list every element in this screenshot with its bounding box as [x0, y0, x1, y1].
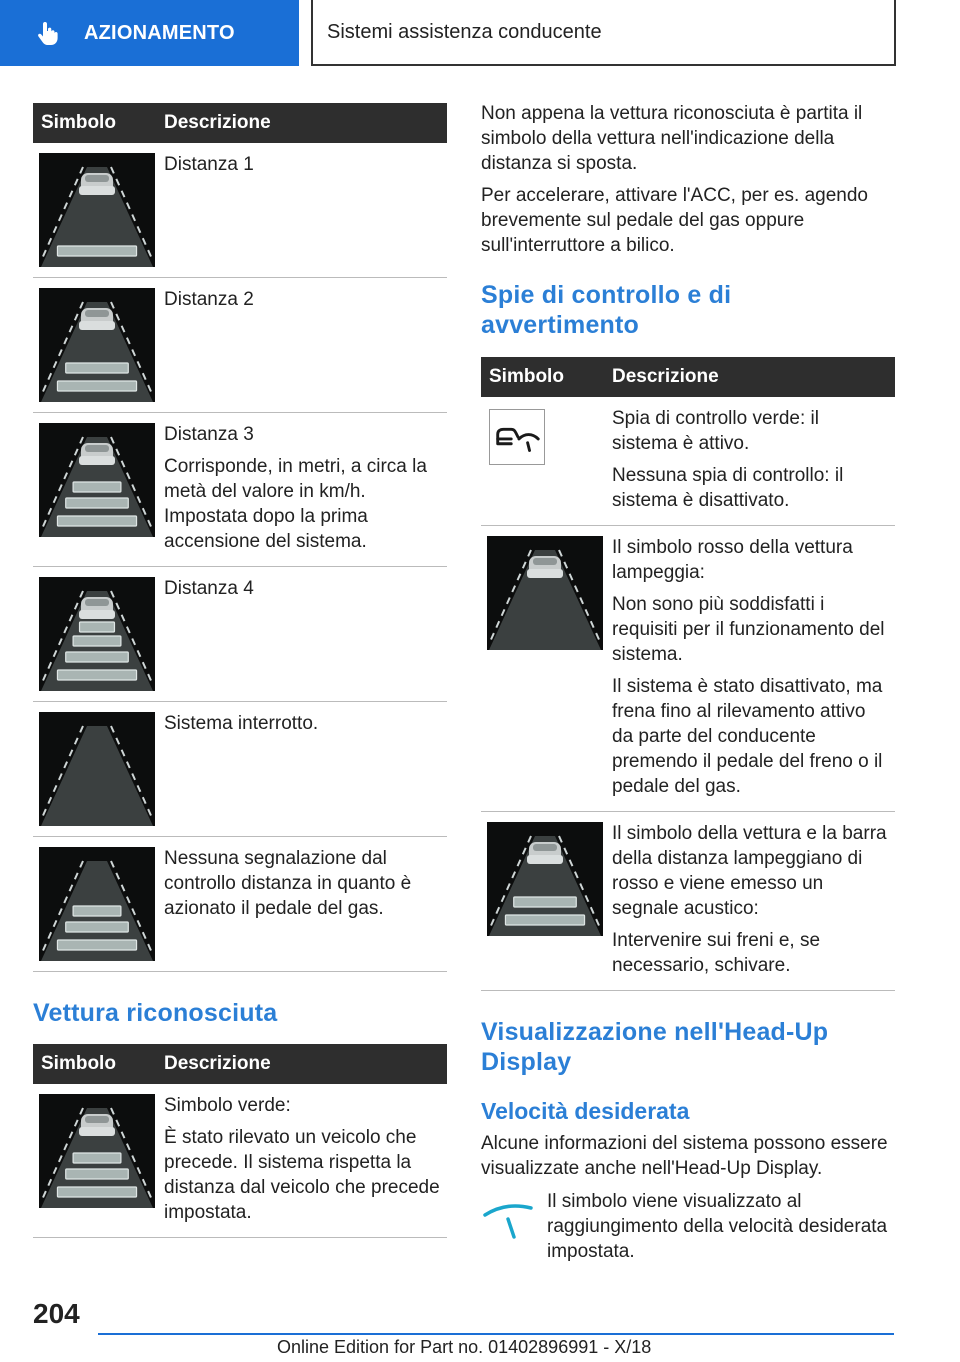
table-row: [33, 702, 447, 837]
description-cell: [160, 278, 447, 412]
symbol-cell: [33, 567, 160, 701]
distance-display-icon: [39, 847, 155, 961]
description-text: Sistema interrotto.: [164, 713, 319, 734]
symbol-cell: [481, 812, 608, 990]
description-text: Distanza 2: [164, 289, 254, 310]
symbol-cell: [33, 143, 160, 277]
acc-indicator-icon: [489, 409, 545, 465]
detected-table-header: [33, 1044, 447, 1084]
left-column: [33, 103, 447, 1238]
col-header-symbol: Simbolo: [41, 1053, 116, 1074]
desired-speed-heading: Velocità desiderata: [481, 1098, 690, 1124]
description-cell: [160, 702, 447, 836]
lights-heading: Spie di controllo e di avvertimento: [481, 281, 732, 339]
symbol-cell: [33, 702, 160, 836]
description-text: Il simbolo della vettura e la barra della distanza lampeggiano di rosso e viene emesso un segnale acustico:: [612, 823, 887, 919]
description-text: Nessuna segnalazione dal controllo distanza in quanto è azionato il pedale del gas.: [164, 848, 412, 919]
description-cell: [160, 413, 447, 566]
description-text: Simbolo verde:: [164, 1095, 291, 1116]
table-row: [33, 143, 447, 278]
table-row: [481, 397, 895, 526]
hud-symbol-text: Il simbolo viene visualizzato al raggiungimento della velocità desiderata impostata.: [547, 1191, 888, 1262]
symbol-cell: [33, 278, 160, 412]
description-text: Corrisponde, in metri, a circa la metà del valore in km/h. Impostata dopo la prima accensione del sistema.: [164, 456, 427, 552]
distance-display-icon: [39, 288, 155, 402]
chapter-tab-label: AZIONAMENTO: [84, 21, 235, 44]
table-row: [33, 413, 447, 567]
description-cell: [608, 526, 895, 811]
distance-display-icon: [39, 1094, 155, 1208]
distance-display-icon: [487, 822, 603, 936]
description-text: È stato rilevato un veicolo che precede. Il sistema rispetta la distanza dal veicolo che precede impostata.: [164, 1127, 440, 1223]
col-header-symbol: Simbolo: [41, 112, 116, 133]
description-cell: [160, 567, 447, 701]
distance-display-icon: [39, 423, 155, 537]
distance-display-icon: [39, 577, 155, 691]
distance-table-header: [33, 103, 447, 143]
lights-table-body: [481, 397, 895, 991]
intro-paragraph-2: Per accelerare, attivare l'ACC, per es. agendo brevemente sul pedale del gas oppure sull'interruttore a bilico.: [481, 185, 868, 256]
page-header: [0, 0, 960, 66]
desired-speed-icon: [481, 1189, 547, 1249]
symbol-cell: [33, 837, 160, 971]
distance-display-icon: [487, 536, 603, 650]
lights-table-header: [481, 357, 895, 397]
description-cell: [160, 143, 447, 277]
page-number: 204: [33, 1298, 80, 1329]
description-text: Il simbolo rosso della vettura lampeggia:: [612, 537, 853, 583]
footer-rule: [98, 1333, 894, 1335]
hand-pointer-icon: [34, 19, 62, 47]
col-header-description: Descrizione: [164, 112, 271, 133]
hud-heading: Visualizzazione nell'Head-Up Display: [481, 1018, 829, 1076]
distance-display-icon: [39, 712, 155, 826]
edition-text: Online Edition for Part no. 01402896991 - X/18: [277, 1337, 652, 1357]
table-row: [481, 526, 895, 812]
description-text: Intervenire sui freni e, se necessario, schivare.: [612, 930, 821, 976]
col-header-description: Descrizione: [164, 1053, 271, 1074]
description-cell: [160, 837, 447, 971]
description-cell: [608, 397, 895, 525]
symbol-cell: [33, 1084, 160, 1237]
distance-display-icon: [39, 153, 155, 267]
col-header-description: Descrizione: [612, 366, 719, 387]
description-cell: [160, 1084, 447, 1237]
hud-paragraph: Alcune informazioni del sistema possono essere visualizzate anche nell'Head-Up Display.: [481, 1133, 888, 1179]
intro-paragraph-1: Non appena la vettura riconosciuta è partita il simbolo della vettura nell'indicazione della distanza si sposta.: [481, 103, 863, 174]
table-row: [33, 567, 447, 702]
table-row: [481, 812, 895, 991]
symbol-cell: [481, 526, 608, 811]
table-row: [33, 837, 447, 972]
distance-table-body: [33, 143, 447, 972]
description-text: Distanza 1: [164, 154, 254, 175]
table-row: [33, 1084, 447, 1238]
chapter-tab[interactable]: [0, 0, 299, 66]
hud-symbol-block: [481, 1189, 895, 1264]
description-text: Nessuna spia di controllo: il sistema è disattivato.: [612, 465, 844, 511]
detected-table-body: [33, 1084, 447, 1238]
description-text: Il sistema è stato disattivato, ma frena fino al rilevamento attivo da parte del conducente premendo il pedale del freno o il pedale del gas.: [612, 676, 883, 797]
description-text: Distanza 4: [164, 578, 254, 599]
symbol-cell: [481, 397, 608, 525]
symbol-cell: [33, 413, 160, 566]
description-text: Spia di controllo verde: il sistema è attivo.: [612, 408, 819, 454]
description-text: Distanza 3: [164, 424, 254, 445]
description-text: Non sono più soddisfatti i requisiti per il funzionamento del sistema.: [612, 594, 885, 665]
table-row: [33, 278, 447, 413]
section-title: Sistemi assistenza conducente: [311, 0, 896, 66]
description-cell: [608, 812, 895, 990]
right-column: [481, 103, 895, 1264]
col-header-symbol: Simbolo: [489, 366, 564, 387]
detected-vehicle-heading: Vettura riconosciuta: [33, 999, 278, 1027]
